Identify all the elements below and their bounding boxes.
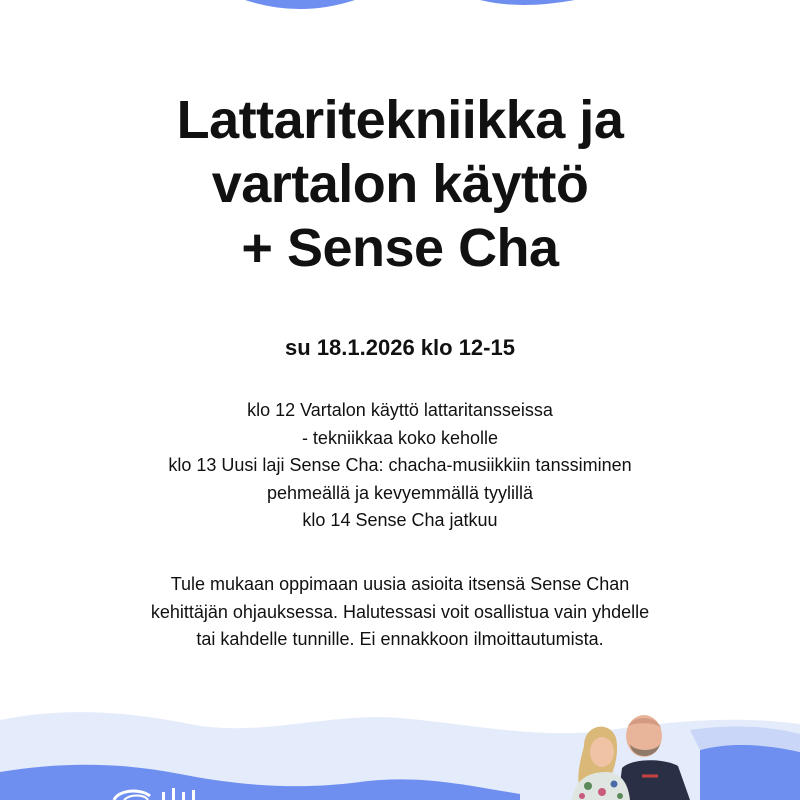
schedule-line: klo 12 Vartalon käyttö lattaritansseissa	[247, 400, 553, 420]
bottom-wave-blue-right	[700, 745, 800, 800]
event-schedule	[60, 397, 740, 535]
description-line: Tule mukaan oppimaan uusia asioita itsensä Sense Chan	[170, 574, 630, 594]
schedule-line: klo 13 Uusi laji Sense Cha: chacha-musiikkiin tanssiminen	[168, 455, 632, 475]
top-wave-decoration	[0, 0, 800, 20]
schedule-line: klo 14 Sense Cha jatkuu	[302, 510, 498, 530]
schedule-line: - tekniikkaa koko keholle	[301, 427, 499, 448]
title-line: Lattaritekniikka ja	[176, 90, 624, 150]
instructors-photo	[566, 706, 700, 800]
title-line: + Sense Cha	[241, 218, 559, 278]
description-line: kehittäjän ohjauksessa. Halutessasi voit osallistua vain yhdelle	[150, 601, 650, 622]
event-description	[60, 571, 740, 654]
club-logo	[110, 786, 240, 800]
event-date: su 18.1.2026 klo 12-15	[285, 335, 515, 360]
description-line: tai kahdelle tunnille. Ei ennakkoon ilmoittautumista.	[196, 629, 604, 649]
title-line: vartalon käyttö	[211, 154, 589, 214]
event-title	[40, 88, 760, 280]
top-wave-left	[245, 0, 355, 9]
schedule-line: pehmeällä ja kevyemmällä tyylillä	[266, 482, 534, 503]
top-wave-right	[480, 0, 575, 5]
